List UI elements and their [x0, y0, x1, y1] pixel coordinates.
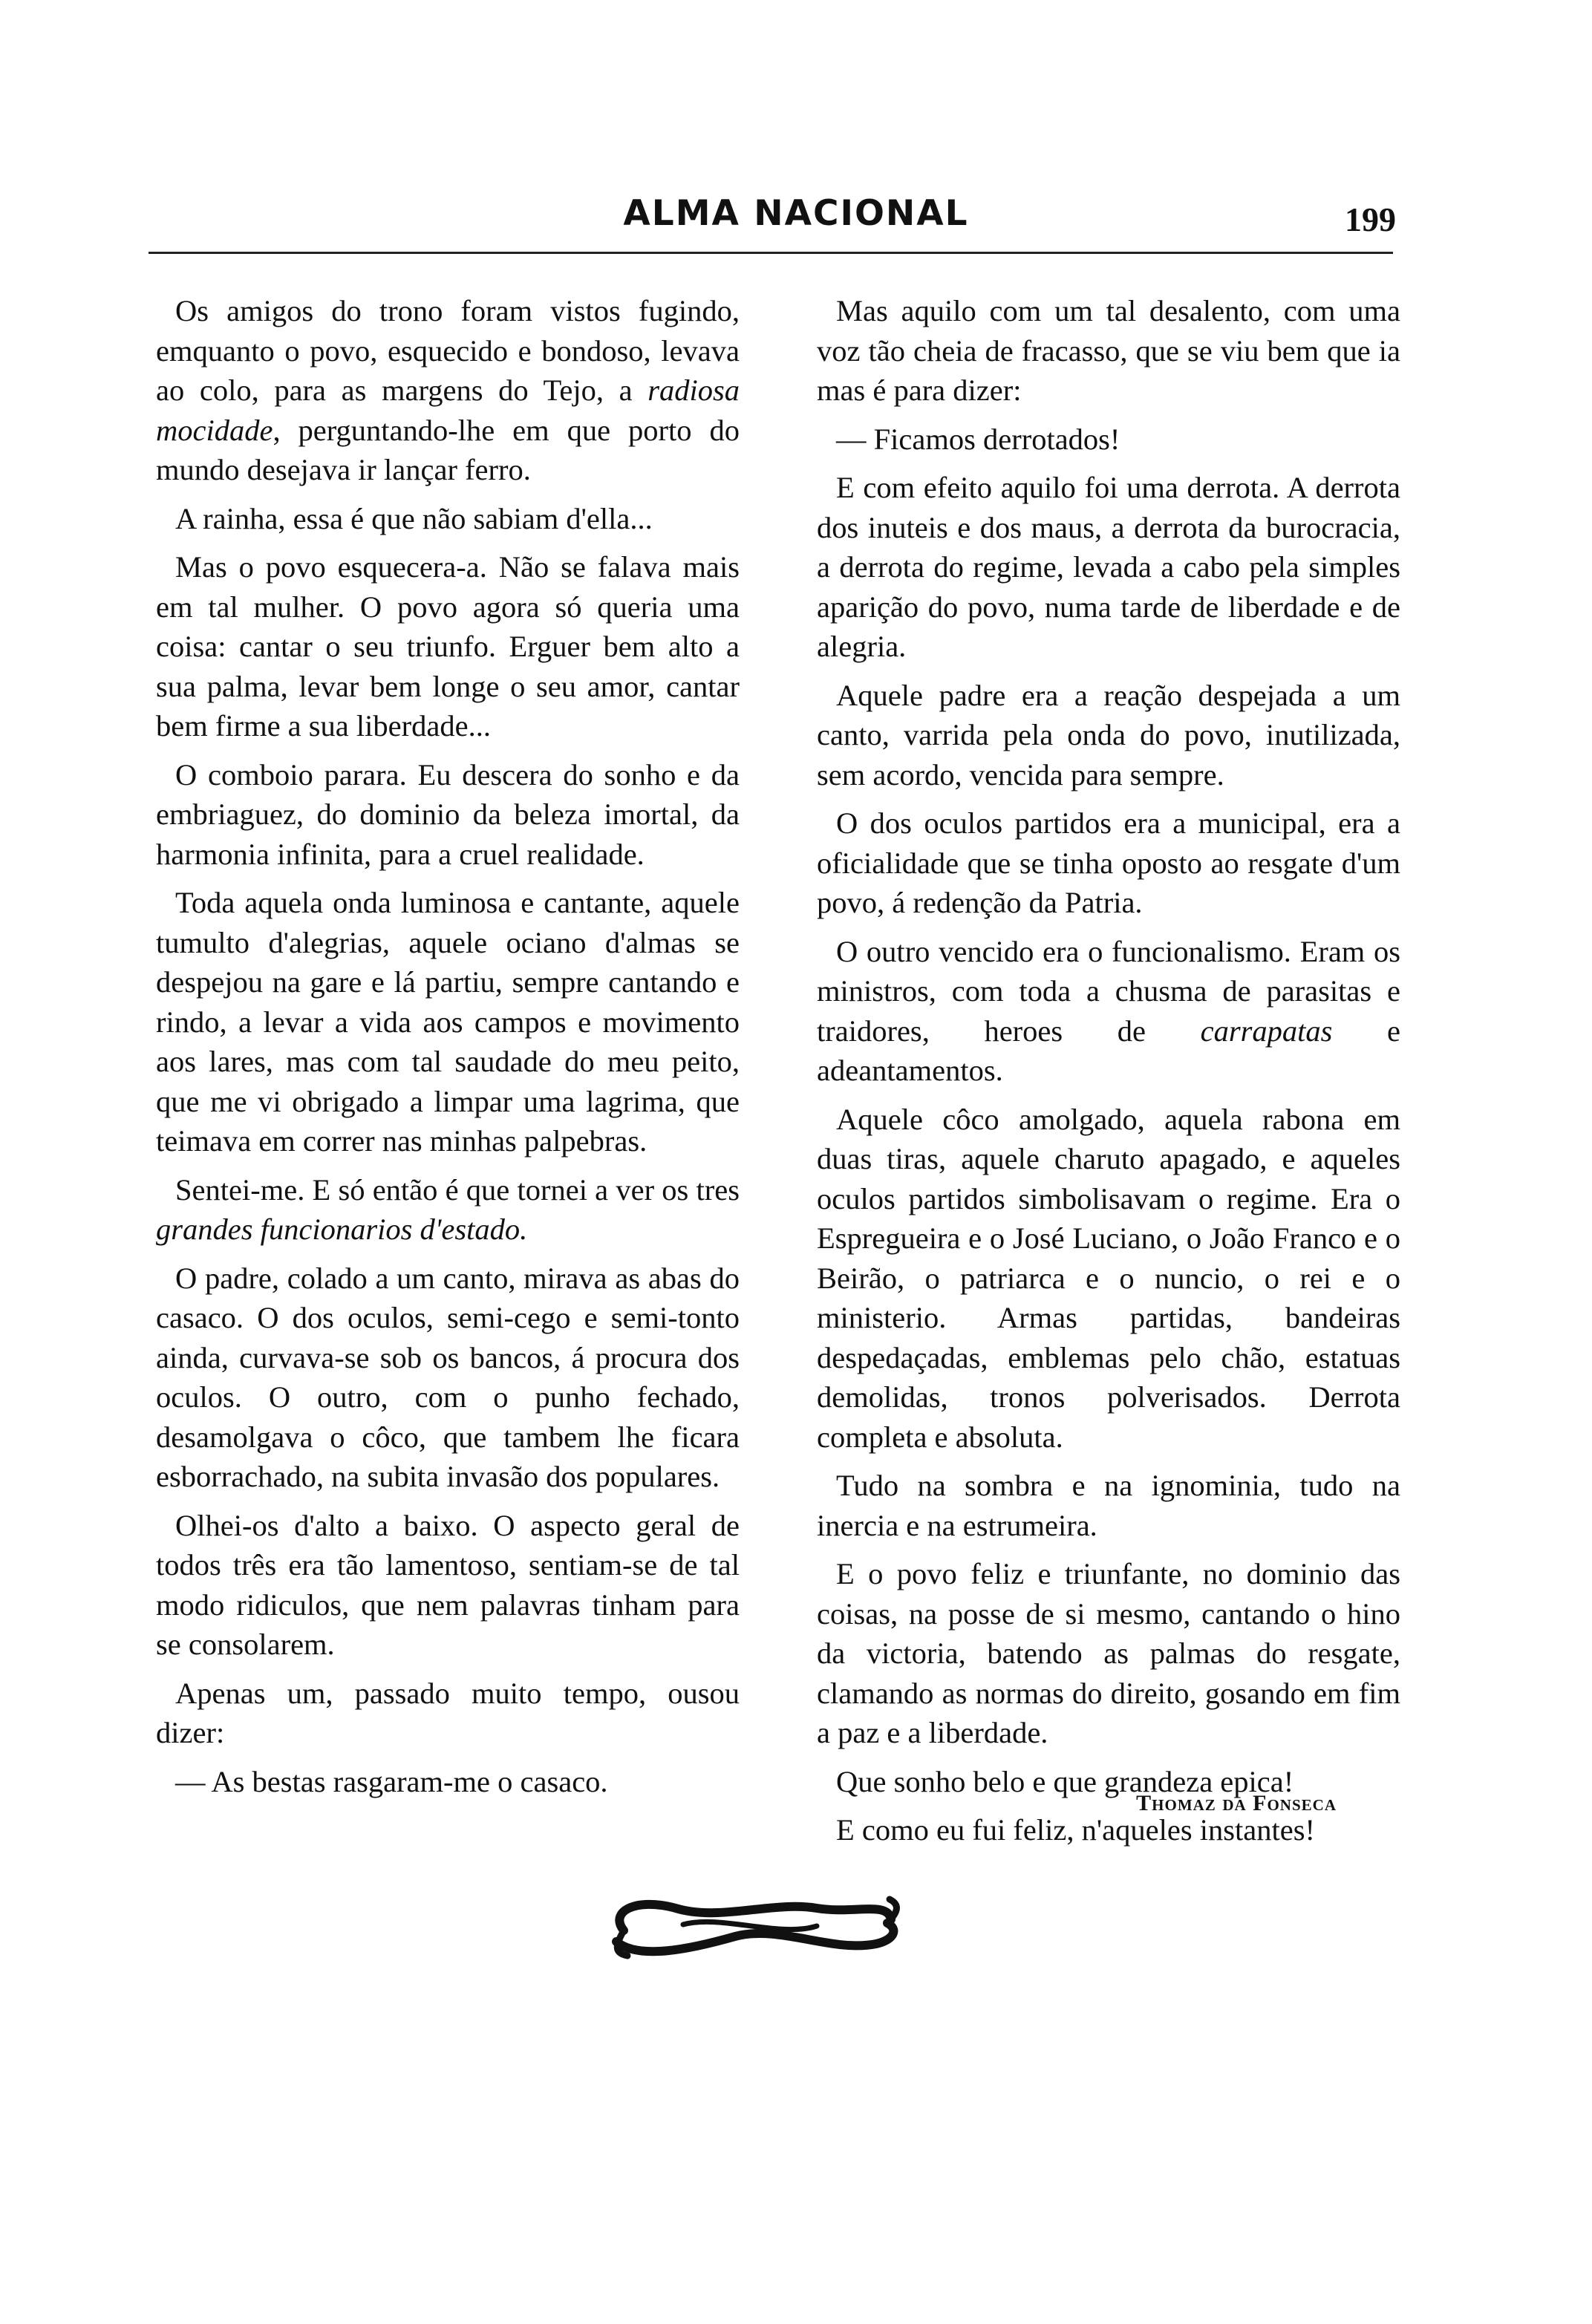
paragraph: Toda aquela onda luminosa e cantante, aquele tumulto d'alegrias, aquele ociano d'almas se despejou na gare e lá partiu, sempre cantando e rindo, a levar a vida aos campos e movimento aos lares, mas com tal saudade do meu peito, que me vi obrigado a limpar uma lagrima, que teimava em correr nas minhas palpebras. — [156, 886, 740, 1158]
page-number: 199 — [1345, 200, 1396, 238]
paragraph: O comboio parara. Eu descera do sonho e da embriaguez, do dominio da beleza imortal, da harmonia infinita, para a cruel realidade. — [156, 757, 740, 871]
paragraph-text: e adeantamentos. — [817, 1014, 1400, 1087]
paragraph: O padre, colado a um canto, mirava as abas do casaco. O dos oculos, semi-cego e semi-tonto ainda, curvava-se sob os bancos, á procura dos oculos. O outro, com o punho fechado, desamolgava o côco, que tambem lhe ficara esborrachado, na subita invasão dos populares. — [156, 1261, 740, 1493]
paragraph: O dos oculos partidos era a municipal, era a oficialidade que se tinha oposto ao resgate d'um povo, á redenção da Patria. — [817, 806, 1400, 919]
paragraph-text: O outro vencido era o funcionalismo. Eram os ministros, com toda a chusma de parasitas e traidores, heroes de — [817, 934, 1400, 1048]
flourish-ornament-icon — [594, 1879, 906, 1975]
paragraph: E o povo feliz e triunfante, no dominio das coisas, na posse de si mesmo, cantando o hino da victoria, batendo as palmas do resgate, clamando as normas do direito, gosando em fim a paz e a liberdade. — [817, 1557, 1400, 1749]
paragraph: E com efeito aquilo foi uma derrota. A derrota dos inuteis e dos maus, a derrota da burocracia, a derrota do regime, levada a cabo pela simples aparição do povo, numa tarde de liberdade e de alegria. — [817, 471, 1400, 663]
paragraph-text: , perguntando-lhe em que porto do mundo desejava ir lançar ferro. — [156, 413, 740, 486]
emphasis-text: grandes funcionarios d'estado. — [156, 1212, 528, 1246]
left-column — [156, 291, 740, 1810]
paragraph: Olhei-os d'alto a baixo. O aspecto geral de todos três era tão lamentoso, sentiam-se de tal modo ridiculos, que nem palavras tinham para se consolarem. — [156, 1508, 740, 1661]
paragraph: E como eu fui feliz, n'aqueles instantes! — [836, 1813, 1315, 1847]
paragraph: Aquele côco amolgado, aquela rabona em duas tiras, aquele charuto apagado, e aqueles oculos partidos simbolisavam o regime. Era o Espregueira e o José Luciano, o João Franco e o Beirão, o patriarca e o nuncio, o rei e o ministerio. Armas partidas, bandeiras despedaçadas, emblemas pelo chão, estatuas demolidas, tronos polverisados. Derrota completa e absoluta. — [817, 1102, 1400, 1454]
paragraph — [156, 291, 740, 490]
paragraph — [156, 1170, 740, 1250]
paragraph: Apenas um, passado muito tempo, ousou dizer: — [156, 1676, 740, 1749]
paragraph-text: Os amigos do trono foram vistos fugindo, emquanto o povo, esquecido e bondoso, levava ao colo, para as margens do Tejo, a — [156, 294, 740, 407]
page-title: ALMA NACIONAL — [623, 193, 969, 234]
paragraph: — As bestas rasgaram-me o casaco. — [175, 1764, 608, 1798]
paragraph — [817, 932, 1400, 1091]
paragraph: Mas aquilo com um tal desalento, com uma voz tão cheia de fracasso, que se viu bem que ia mas é para dizer: — [817, 294, 1400, 407]
right-column — [817, 291, 1400, 1859]
author-signature: Thomaz da Fonseca — [1136, 1791, 1337, 1815]
emphasis-text: carrapatas — [1200, 1014, 1333, 1048]
paragraph: Que sonho belo e que grandeza epica! — [836, 1764, 1294, 1798]
emphasis-text: radiosa mocidade — [156, 373, 740, 447]
header-divider — [149, 252, 1393, 254]
paragraph: Mas o povo esquecera-a. Não se falava mais em tal mulher. O povo agora só queria uma coisa: cantar o seu triunfo. Erguer bem alto a sua palma, levar bem longe o seu amor, cantar bem firme a sua liberdade... — [156, 550, 740, 742]
paragraph: Tudo na sombra e na ignominia, tudo na inercia e na estrumeira. — [817, 1469, 1400, 1542]
paragraph-text: Sentei-me. E só então é que tornei a ver os tres — [175, 1172, 740, 1207]
paragraph: A rainha, essa é que não sabiam d'ella... — [175, 501, 653, 535]
paragraph: — Ficamos derrotados! — [836, 422, 1120, 456]
paragraph: Aquele padre era a reação despejada a um canto, varrida pela onda do povo, inutilizada, sem acordo, vencida para sempre. — [817, 678, 1400, 791]
